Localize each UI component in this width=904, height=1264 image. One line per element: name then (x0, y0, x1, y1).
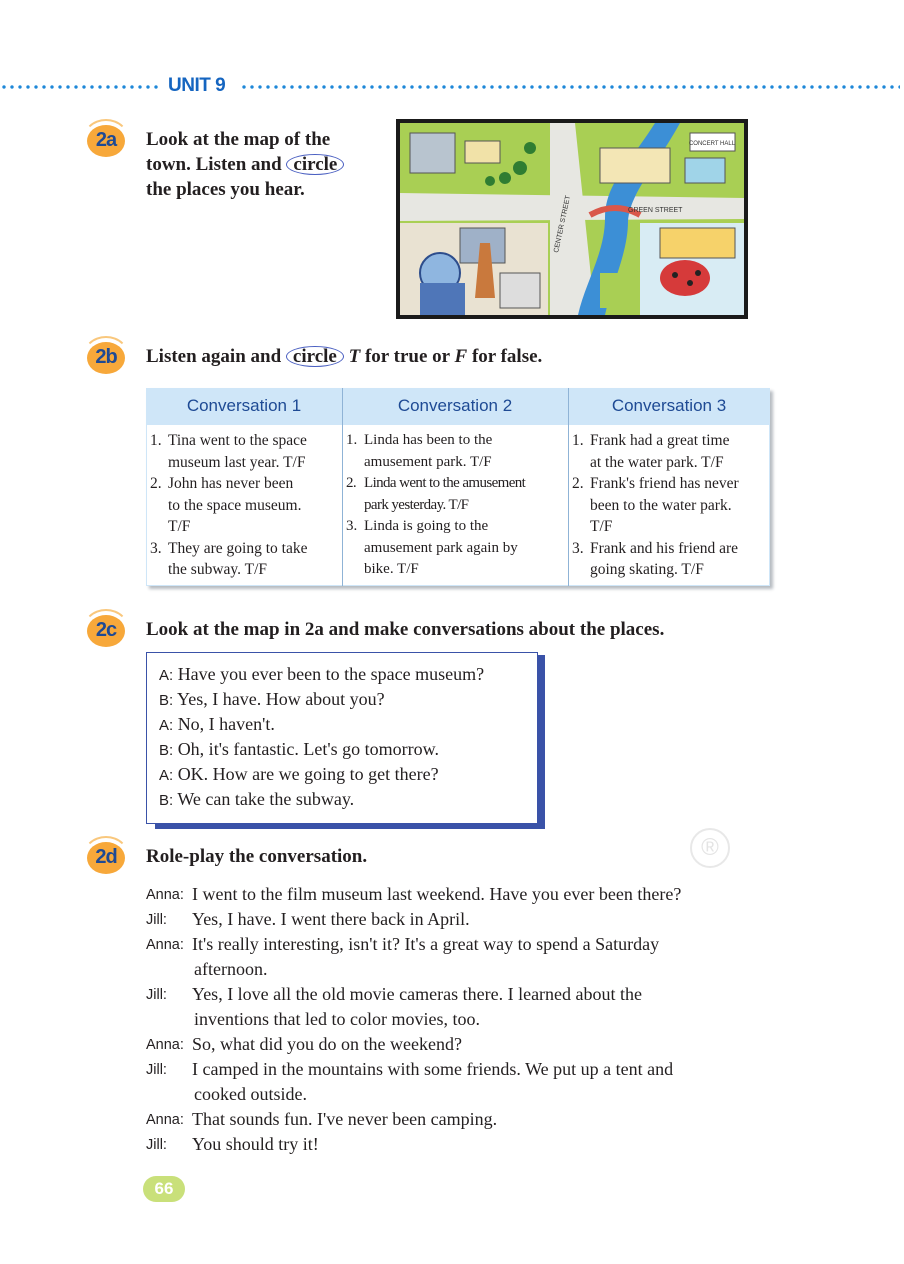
header-dots-left (0, 85, 158, 89)
header-dots-right (240, 85, 900, 89)
dialogue-line: B: Oh, it's fantastic. Let's go tomorrow. (159, 739, 439, 759)
instruction-2d: Role-play the conversation. (146, 846, 368, 867)
circle-word: circle (286, 346, 344, 367)
statement: 3. They are going to take the subway. T/F (150, 539, 308, 578)
circle-word: circle (286, 154, 344, 175)
town-map (396, 119, 748, 319)
dialogue-text: afternoon. (194, 959, 268, 979)
concert-hall-label: CONCERT HALL (688, 141, 736, 147)
instruction-2b: Listen again and circle T for true or F for false. (146, 346, 543, 367)
statement: 1. Frank had a great time at the water park. T/F (572, 432, 730, 471)
speaker-label: Jill: (146, 1137, 167, 1153)
dialogue-text: That sounds fun. I've never been camping. (192, 1109, 498, 1129)
dialogue-line: A: No, I haven't. (159, 714, 275, 734)
statement: 3. Frank and his friend are going skating. T/F (572, 539, 739, 578)
column-header: Conversation 2 (397, 396, 513, 415)
dialogue-line: B: Yes, I have. How about you? (159, 689, 385, 709)
unit-title: UNIT 9 (168, 75, 226, 96)
dialogue-text: I went to the film museum last weekend. Have you ever been there? (192, 884, 682, 904)
dialogue-text: I camped in the mountains with some friends. We put up a tent and (192, 1059, 674, 1079)
badge-2c: 2c (84, 613, 124, 647)
conversation-table (146, 388, 770, 586)
statement: 2. Linda went to the amusement park yesterday. T/F (346, 475, 526, 513)
dialogue-line: A: Have you ever been to the space museum? (159, 664, 485, 684)
dialogue-line: B: We can take the subway. (159, 789, 355, 809)
statement: 1. Tina went to the space museum last year. T/F (150, 432, 307, 471)
speaker-label: Jill: (146, 1062, 167, 1078)
column-header: Conversation 3 (611, 396, 727, 415)
column-conversation-3 (568, 430, 768, 581)
page-number: 66 (143, 1176, 185, 1202)
badge-2a: 2a (84, 123, 124, 157)
badge-2d: 2d (84, 840, 124, 874)
statement: 1. Linda has been to the amusement park. T/F (346, 432, 493, 470)
instruction-2c: Look at the map in 2a and make conversations about the places. (146, 619, 665, 640)
dialogue-text: Yes, I love all the old movie cameras there. I learned about the (192, 984, 643, 1004)
column-conversation-1 (146, 430, 338, 581)
speaker-label: Anna: (146, 1112, 184, 1128)
dialogue-text: inventions that led to color movies, too. (194, 1009, 480, 1029)
dialogue-text: Yes, I have. I went there back in April. (192, 909, 470, 929)
green-street-label: GREEN STREET (628, 207, 683, 214)
statement: 3. Linda is going to the amusement park again by bike. T/F (346, 518, 518, 577)
dialogue-text: It's really interesting, isn't it? It's a great way to spend a Saturday (192, 934, 660, 954)
speaker-label: Anna: (146, 937, 184, 953)
dialogue-text: cooked outside. (194, 1084, 307, 1104)
speaker-label: Jill: (146, 912, 167, 928)
speaker-label: Anna: (146, 1037, 184, 1053)
dialogue-text: So, what did you do on the weekend? (192, 1034, 462, 1054)
speaker-label: Jill: (146, 987, 167, 1003)
town-map-illustration (400, 123, 744, 315)
speaker-label: Anna: (146, 887, 184, 903)
column-header: Conversation 1 (186, 396, 302, 415)
statement: 2. John has never been to the space museum. T/F (150, 475, 302, 535)
instruction-2a: Look at the map of the town. Listen and circle the places you hear. (146, 127, 344, 202)
center-street-label: CENTER STREET (553, 194, 573, 254)
badge-2b: 2b (84, 340, 124, 374)
statement: 2. Frank's friend has never been to the water park. T/F (572, 475, 739, 535)
dialogue-line: A: OK. How are we going to get there? (159, 764, 439, 784)
column-conversation-2 (342, 430, 568, 581)
registered-watermark: ® (690, 828, 730, 868)
dialogue-text: You should try it! (192, 1134, 319, 1154)
